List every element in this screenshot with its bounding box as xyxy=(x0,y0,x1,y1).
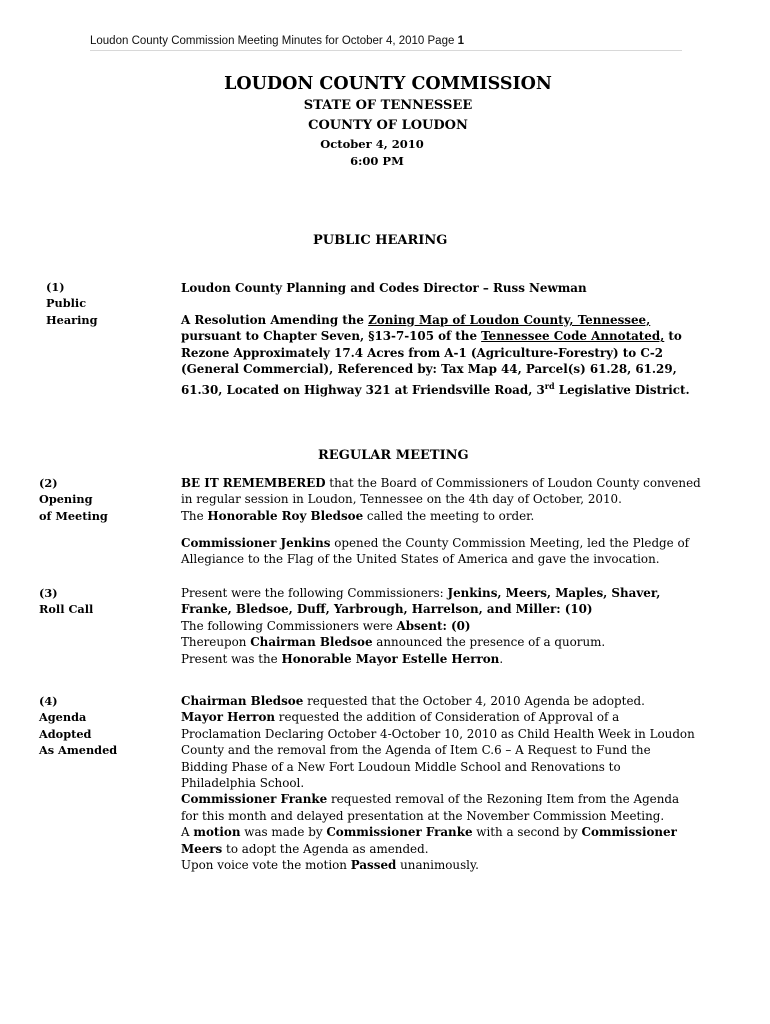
resolution-text-part: pursuant to Chapter Seven, §13-7-105 of the xyxy=(181,329,482,344)
name-bold: Meers xyxy=(181,841,223,856)
public-hearing-heading: PUBLIC HEARING xyxy=(313,233,448,248)
paragraph-line: Bidding Phase of a New Fort Loudoun Middle School and Renovations to xyxy=(181,759,621,774)
resolution-text xyxy=(181,312,741,398)
name-bold: Commissioner Franke xyxy=(326,825,473,840)
roll-call-paragraph xyxy=(181,585,741,667)
item-number: (1) xyxy=(46,280,65,294)
paragraph-text: announced the presence of a quorum. xyxy=(372,635,606,650)
absent-count: Absent: (0) xyxy=(396,618,471,633)
paragraph-text: A xyxy=(181,825,194,840)
paragraph-text: requested the addition of Consideration of Approval of a xyxy=(275,710,620,725)
state-line: STATE OF TENNESSEE xyxy=(303,98,473,113)
item-label-line: Roll Call xyxy=(39,602,94,617)
meeting-date: October 4, 2010 xyxy=(320,137,424,151)
paragraph-line: Proclamation Declaring October 4-October 10, 2010 as Child Health Week in Loudon xyxy=(181,726,695,741)
running-header xyxy=(90,35,682,51)
roll-call-label xyxy=(39,585,93,618)
paragraph-text: to adopt the Agenda as amended. xyxy=(222,841,429,856)
paragraph-line: in regular session in Loudon, Tennessee on the 4th day of October, 2010. xyxy=(181,492,622,507)
paragraph-text: Present was the xyxy=(181,651,282,666)
paragraph-line: Allegiance to the Flag of the United States of America and gave the invocation. xyxy=(181,552,660,567)
item-label-line: of Meeting xyxy=(39,508,108,523)
paragraph-text: . xyxy=(499,651,504,666)
passed-word: Passed xyxy=(350,858,397,873)
ordinal-superscript: rd xyxy=(544,380,555,391)
paragraph-text: The xyxy=(181,508,208,523)
county-line: COUNTY OF LOUDON xyxy=(308,118,468,133)
resolution-text-part: A Resolution Amending the xyxy=(181,313,369,327)
paragraph-text: opened the County Commission Meeting, led the Pledge of xyxy=(330,536,690,550)
name-bold: Honorable Mayor Estelle Herron xyxy=(281,651,500,666)
public-hearing-label xyxy=(46,279,98,328)
item-number: (4) xyxy=(39,694,58,708)
resolution-text-part: to xyxy=(664,329,682,344)
be-it-remembered: BE IT REMEMBERED xyxy=(181,476,326,490)
regular-meeting-heading: REGULAR MEETING xyxy=(318,448,469,463)
agenda-label xyxy=(39,693,117,759)
item-number: (3) xyxy=(39,586,58,600)
name-bold: Chairman Bledsoe xyxy=(181,694,304,708)
header-text: Loudon County Commission Meeting Minutes for October 4, 2010 Page xyxy=(90,35,458,47)
resolution-text-line: (General Commercial), Referenced by: Tax Map 44, Parcel(s) 61.28, 61.29, xyxy=(181,362,677,377)
opening-paragraph xyxy=(181,475,741,524)
paragraph-text: requested that the October 4, 2010 Agenda be adopted. xyxy=(303,694,645,708)
planning-director-line: Loudon County Planning and Codes Director – Russ Newman xyxy=(181,281,587,295)
header-page-number: 1 xyxy=(457,35,464,47)
paragraph-text: requested removal of the Rezoning Item from the Agenda xyxy=(327,792,680,807)
resolution-text-part: 61.30, Located on Highway 321 at Friendsville Road, 3 xyxy=(181,382,545,397)
paragraph-line: for this month and delayed presentation at the November Commission Meeting. xyxy=(181,808,665,823)
paragraph-line: Philadelphia School. xyxy=(181,776,305,791)
resolution-text-line: Rezone Approximately 17.4 Acres from A-1 (Agriculture-Forestry) to C-2 xyxy=(181,345,664,360)
paragraph-text: was made by xyxy=(240,825,327,840)
paragraph-text: that the Board of Commissioners of Loudon County convened xyxy=(325,476,701,490)
meeting-time: 6:00 PM xyxy=(350,154,404,168)
resolution-text-part: Legislative District. xyxy=(554,382,690,397)
item-label-line: Opening xyxy=(39,492,93,507)
zoning-map-reference: Zoning Map of Loudon County, Tennessee, xyxy=(368,313,651,327)
paragraph-text: with a second by xyxy=(472,825,582,840)
paragraph-line: County and the removal from the Agenda of Item C.6 – A Request to Fund the xyxy=(181,743,651,758)
paragraph-text: unanimously. xyxy=(396,858,479,873)
item-label-line: Public xyxy=(46,296,87,311)
name-bold: Commissioner Franke xyxy=(181,792,328,807)
paragraph-text: called the meeting to order. xyxy=(363,508,535,523)
name-bold: Mayor Herron xyxy=(181,710,276,725)
item-label-line: Agenda xyxy=(39,710,87,725)
opening-label xyxy=(39,475,108,524)
item-label-line: Adopted xyxy=(39,726,92,741)
name-bold: Jenkins, Meers, Maples, Shaver, xyxy=(447,586,661,600)
item-number: (2) xyxy=(39,476,58,490)
name-bold: Commissioner Jenkins xyxy=(181,536,331,550)
name-bold: Chairman Bledsoe xyxy=(250,635,373,650)
paragraph-text: Thereupon xyxy=(181,635,251,650)
name-bold: Commissioner xyxy=(581,825,677,840)
paragraph-text: The following Commissioners were xyxy=(181,618,397,633)
item-label-line: As Amended xyxy=(39,743,118,758)
motion-word: motion xyxy=(193,825,241,840)
commissioner-list: Franke, Bledsoe, Duff, Yarbrough, Harrelson, and Miller: (10) xyxy=(181,602,593,617)
name-bold: Honorable Roy Bledsoe xyxy=(207,508,364,523)
agenda-paragraph xyxy=(181,693,741,873)
paragraph-text: Upon voice vote the motion xyxy=(181,858,351,873)
document-title: LOUDON COUNTY COMMISSION xyxy=(224,74,552,94)
invocation-paragraph xyxy=(181,535,741,568)
paragraph-text: Present were the following Commissioners: xyxy=(181,586,448,600)
tennessee-code-reference: Tennessee Code Annotated, xyxy=(481,329,665,344)
item-label-line: Hearing xyxy=(46,312,98,327)
